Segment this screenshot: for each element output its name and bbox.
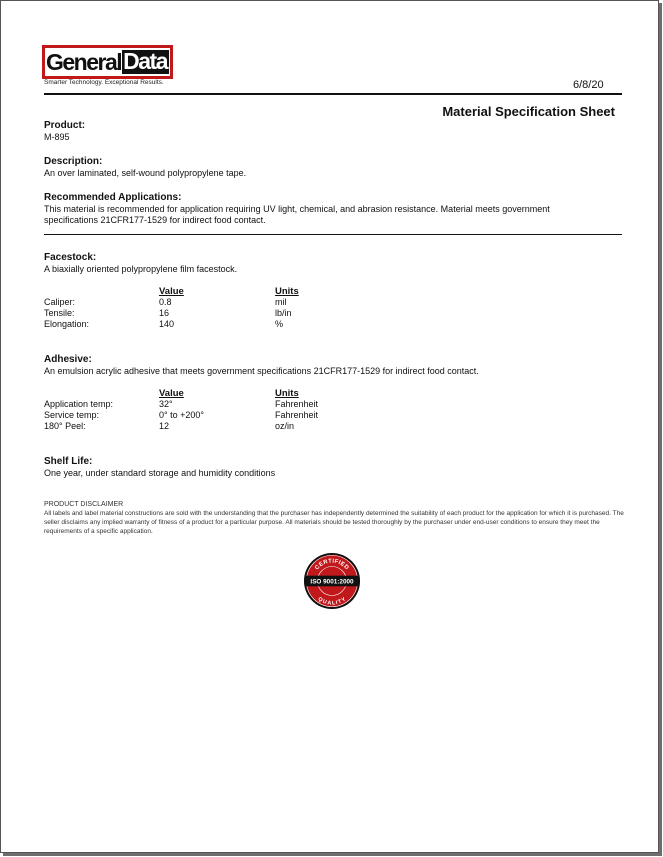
seal-center-text: ISO 9001:2000	[310, 578, 354, 586]
facestock-heading: Facestock:	[44, 252, 97, 263]
disclaimer-heading: PRODUCT DISCLAIMER	[44, 501, 124, 508]
adhesive-row-units: oz/in	[275, 421, 295, 431]
facestock-col-units: Units	[275, 286, 299, 297]
description-heading: Description:	[44, 156, 103, 167]
adhesive-value: An emulsion acrylic adhesive that meets government specifications 21CFR177-1529 for indirect food contact.	[44, 366, 479, 376]
section-divider	[44, 234, 622, 235]
description-value: An over laminated, self-wound polypropylene tape.	[44, 168, 247, 178]
applications-value: This material is recommended for application requiring UV light, chemical, and abrasion resistance. Material meets government specifications 21CFR177-1529 for indirect food contact.	[44, 204, 550, 225]
adhesive-col-value: Value	[159, 388, 184, 399]
facestock-row-units: mil	[275, 297, 287, 307]
facestock-row-value: 0.8	[159, 297, 172, 307]
adhesive-row-label: 180° Peel:	[44, 421, 86, 431]
facestock-row-value: 140	[159, 319, 175, 329]
logo-data-text: Data	[123, 48, 167, 74]
adhesive-row-units: Fahrenheit	[275, 399, 319, 409]
product-heading: Product:	[44, 120, 86, 131]
product-value: M-895	[44, 132, 70, 142]
facestock-row-units: %	[275, 319, 284, 329]
tagline: Smarter Technology. Exceptional Results.	[44, 79, 164, 86]
adhesive-row-units: Fahrenheit	[275, 410, 319, 420]
facestock-row-value: 16	[159, 308, 170, 318]
applications-heading: Recommended Applications:	[44, 192, 182, 203]
document-date: 6/8/20	[573, 79, 604, 91]
page-title: Material Specification Sheet	[442, 104, 615, 119]
disclaimer-text: All labels and label material constructions are sold with the understanding that the purchaser has independently determined the suitability of each product for the application for which it is purchased. The seller disclaims any implied warranty of fitness of a product for a particular purpose. All materials should be tested thoroughly by the purchaser under end-user conditions to ensure they meet the requirements of a specific application.	[44, 510, 624, 535]
header-divider	[44, 93, 622, 95]
adhesive-row-value: 12	[159, 421, 170, 431]
adhesive-col-units: Units	[275, 388, 299, 399]
iso-certified-seal-icon	[303, 552, 361, 610]
adhesive-row-value: 0° to +200°	[159, 410, 204, 420]
shelf-life-value: One year, under standard storage and humidity conditions	[44, 468, 276, 478]
facestock-row-label: Caliper:	[44, 297, 76, 307]
facestock-row-units: lb/in	[275, 308, 292, 318]
shelf-life-heading: Shelf Life:	[44, 456, 93, 467]
facestock-row-label: Elongation:	[44, 319, 90, 329]
seal-bottom-text: QUALITY	[316, 596, 348, 607]
adhesive-row-value: 32°	[159, 399, 173, 409]
company-logo	[42, 45, 173, 79]
facestock-col-value: Value	[159, 286, 184, 297]
facestock-row-label: Tensile:	[44, 308, 75, 318]
facestock-value: A biaxially oriented polypropylene film facestock.	[44, 264, 238, 274]
adhesive-heading: Adhesive:	[44, 354, 92, 365]
seal-top-text: CERTIFIED	[314, 558, 350, 572]
logo-general-text: General	[45, 48, 122, 75]
adhesive-row-label: Application temp:	[44, 399, 114, 409]
adhesive-row-label: Service temp:	[44, 410, 100, 420]
